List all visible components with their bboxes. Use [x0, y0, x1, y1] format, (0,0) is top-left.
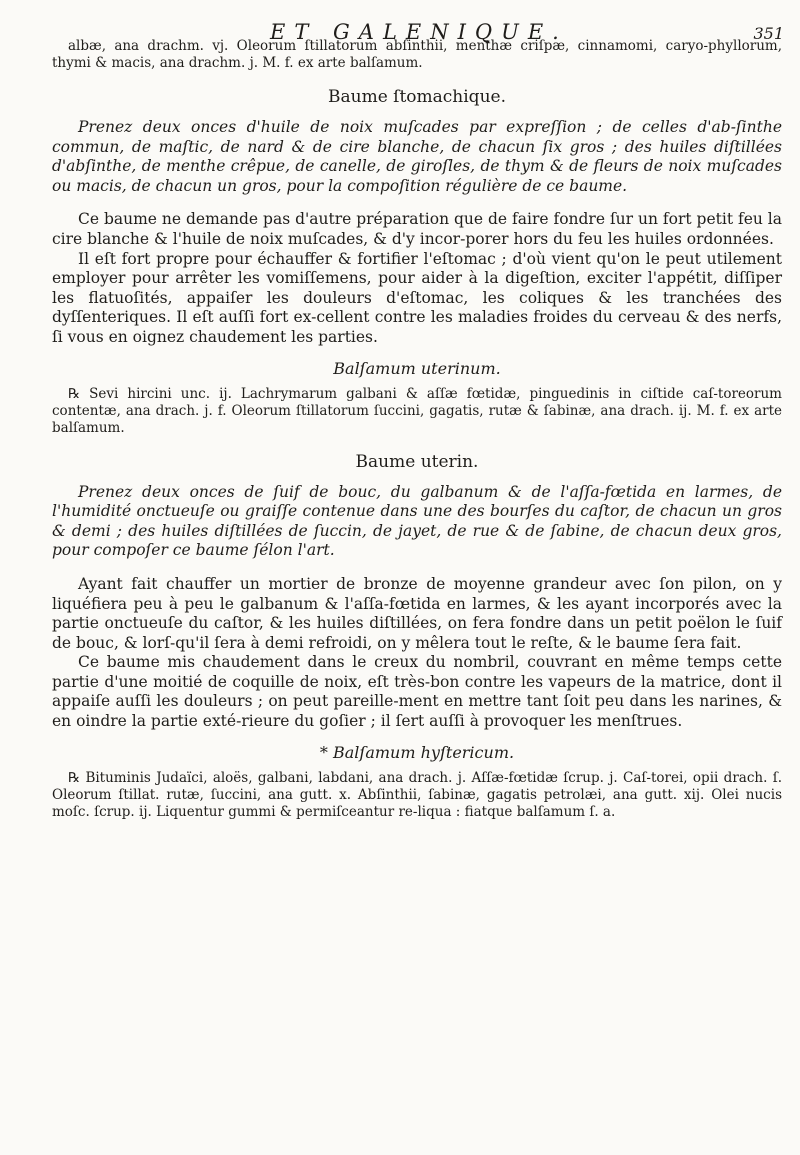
page-number: 351 [753, 24, 784, 43]
latin-formula-end: albæ, ana drachm. vj. Oleorum ſtillatorum abſinthii, menthæ criſpæ, cinnamomi, caryo-phyllorum, thymi & macis, ana drachm. j. M. f. ex arte balſamum. [52, 38, 782, 71]
page-text [52, 38, 782, 821]
section-heading-baume-stomachique: Baume ſtomachique. [328, 87, 506, 107]
running-head-title: ET GALENIQUE. [270, 20, 568, 44]
section-heading-baume-uterin: Baume uterin. [355, 451, 479, 472]
paragraph-preparation: Ce baume ne demande pas d'autre préparation que de faire fondre ſur un fort petit feu la cire blanche & l'huile de noix muſcades, & d'y incor-porer hors du feu les huiles ordonnées. [52, 210, 782, 248]
paragraph-usage-stomachique: Il eſt fort propre pour échauffer & fortifier l'eſtomac ; d'où vient qu'on le peut utilement employer pour arrêter les vomiſſemens, pour aider à la digeſtion, exciter l'appétit, diſſiper les flatuoſités, appaiſer les douleurs d'eſtomac, les coliques & les tranchées des dyſſenteriques. Il eſt auſſi fort ex-cellent contre les maladies froides du cerveau & des nerfs, ſi vous en oignez chaudement les parties. [52, 249, 782, 346]
section-heading-balsamum-hystericum: * Balſamum hyſtericum. [319, 742, 515, 762]
recipe-stomachique: Prenez deux onces d'huile de noix muſcades par expreſſion ; de celles d'ab-ſinthe commun, de maſtic, de nard & de cire blanche, de chacun ſix gros ; des huiles diſtillées d'abſinthe, de menthe crêpue, de canelle, de giroſles, de thym & de fleurs de noix muſcades ou macis, de chacun un gros, pour la compoſition régulière de ce baume. [52, 118, 782, 195]
paragraph-usage-uterin: Ce baume mis chaudement dans le creux du nombril, couvrant en même temps cette partie d'une moitié de coquille de noix, eſt très-bon contre les vapeurs de la matrice, dont il appaiſe auſſi les douleurs ; on peut pareille-ment en mettre tant ſoit peu dans les narines, & en oindre la partie exté-rieure du goſier ; il ſert auſſi à provoquer les menſtrues. [52, 653, 782, 731]
paragraph-preparation-uterin: Ayant fait chauffer un mortier de bronze de moyenne grandeur avec ſon pilon, on y liquéfiera peu à peu le galbanum & l'aſſa-fœtida en larmes, & les ayant incorporés avec la partie onctueuſe du caſtor, & les huiles diſtillées, on fera fondre dans un petit poëlon le ſuif de bouc, & lorſ-qu'il ſera à demi refroidi, on y mêlera tout le reſte, & le baume ſera fait. [52, 574, 782, 652]
recipe-uterin: Prenez deux onces de ſuif de bouc, du galbanum & de l'aſſa-fœtida en larmes, de l'humidité onctueuſe ou graiſſe contenue dans une des bourſes du caſtor, de chacun un gros & demi ; des huiles diſtillées de ſuccin, de jayet, de rue & de ſabine, de chacun deux gros, pour compoſer ce baume ſélon l'art. [52, 482, 782, 560]
latin-formula-uterinum: ℞ Sevi hircini unc. ij. Lachrymarum galbani & aſſæ fœtidæ, pinguedinis in ciſtide caſ-toreorum contentæ, ana drach. j. f. Oleorum ſtillatorum ſuccini, gagatis, rutæ & ſabinæ, ana drach. ij. M. f. ex arte balſamum. [52, 385, 782, 436]
latin-formula-hystericum: ℞ Bituminis Judaïci, aloës, galbani, labdani, ana drach. j. Aſſæ-fœtidæ ſcrup. j. Caſ-torei, opii drach. ſ. Oleorum ſtillat. rutæ, ſuccini, ana gutt. x. Abſinthii, ſabinæ, gagatis petrolæi, ana gutt. xij. Olei nucis moſc. ſcrup. ij. Liquentur gummi & permiſceantur re-liqua : fiatque balſamum ſ. a. [52, 769, 782, 820]
section-heading-balsamum-uterinum: Balſamum uterinum. [333, 358, 501, 378]
